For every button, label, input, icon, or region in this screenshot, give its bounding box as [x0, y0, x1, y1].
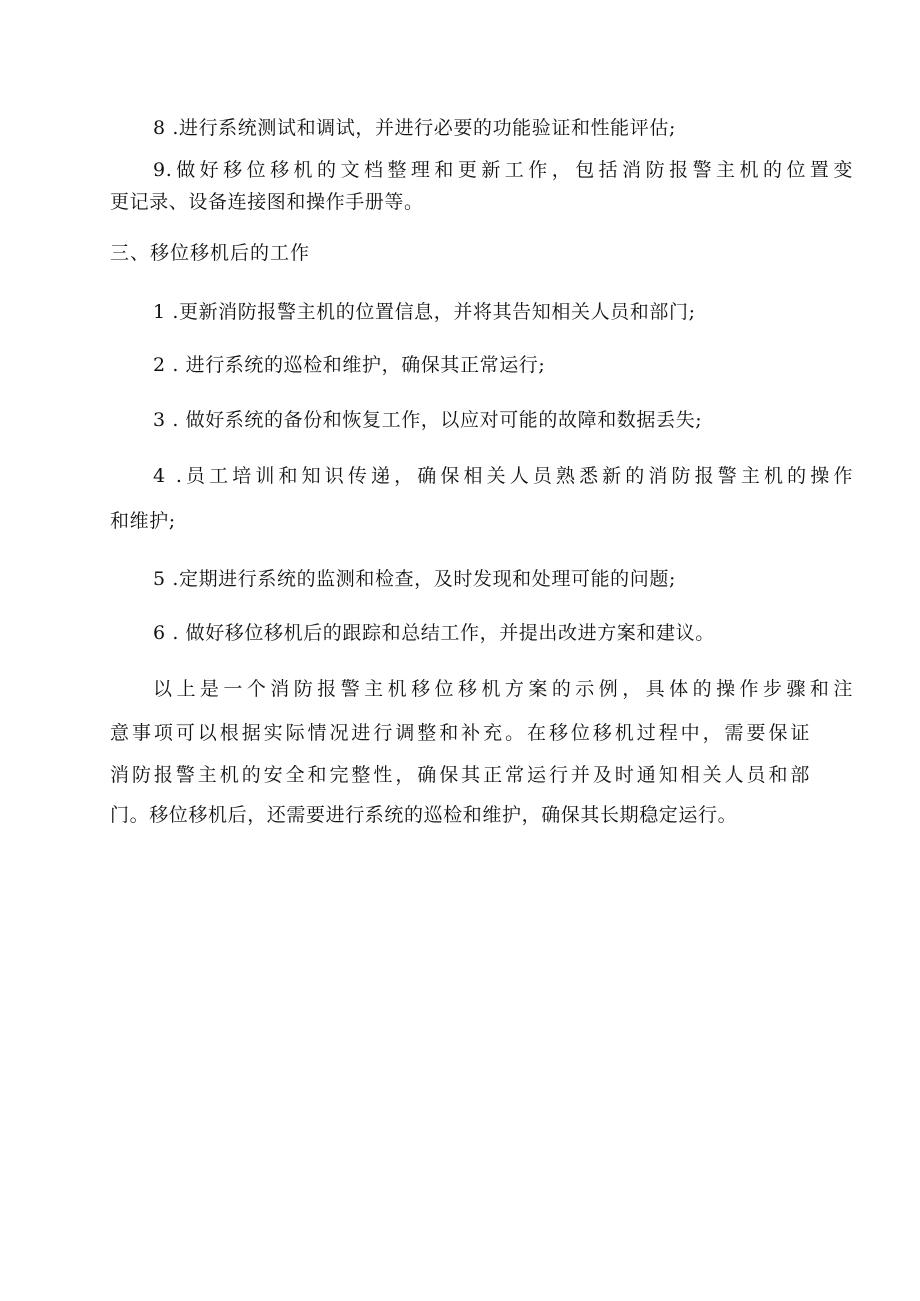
- section-heading-after-relocation: 三、移位移机后的工作: [110, 242, 311, 264]
- step-8: 8 .进行系统测试和调试，并进行必要的功能验证和性能评估;: [153, 117, 676, 139]
- summary-line-2: 意事项可以根据实际情况进行调整和补充。在移位移机过程中，需要保证: [110, 722, 810, 744]
- step-9-line-1: 9.做好移位移机的文档整理和更新工作，包括消防报警主机的位置变: [153, 159, 853, 181]
- after-step-5: 5 .定期进行系统的监测和检查，及时发现和处理可能的问题;: [153, 568, 676, 590]
- after-step-4-line-2: 和维护;: [110, 510, 176, 532]
- after-step-1: 1 .更新消防报警主机的位置信息，并将其告知相关人员和部门;: [153, 301, 696, 323]
- step-9-line-2: 更记录、设备连接图和操作手册等。: [110, 191, 424, 213]
- after-step-3: 3 . 做好系统的备份和恢复工作，以应对可能的故障和数据丢失;: [153, 409, 703, 431]
- summary-line-4: 门。移位移机后，还需要进行系统的巡检和维护，确保其长期稳定运行。: [110, 804, 738, 826]
- after-step-2: 2 . 进行系统的巡检和维护，确保其正常运行;: [153, 354, 546, 376]
- summary-line-3: 消防报警主机的安全和完整性，确保其正常运行并及时通知相关人员和部: [110, 764, 810, 786]
- summary-line-1: 以上是一个消防报警主机移位移机方案的示例，具体的操作步骤和注: [153, 678, 853, 700]
- after-step-4-line-1: 4 .员工培训和知识传递，确保相关人员熟悉新的消防报警主机的操作: [153, 465, 853, 487]
- after-step-6: 6 . 做好移位移机后的跟踪和总结工作，并提出改进方案和建议。: [153, 622, 715, 644]
